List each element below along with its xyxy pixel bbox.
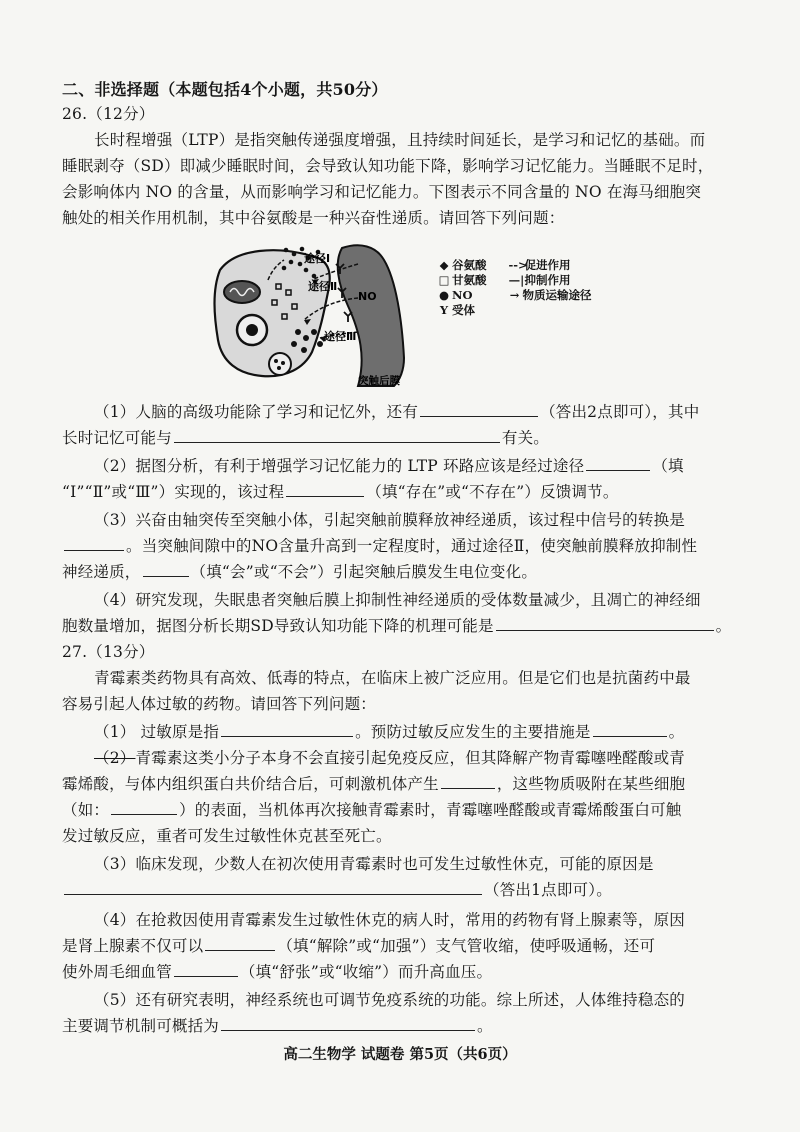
answer-blank[interactable] xyxy=(586,456,650,471)
q26-2-text: （填“存在”或“不存在”）反馈调节。 xyxy=(366,483,619,501)
q27-5-text: （5）还有研究表明，神经系统也可调节免疫系统的功能。综上所述，人体维持稳态的 xyxy=(94,991,685,1009)
q26-1-text: （1）人脑的高级功能除了学习和记忆外，还有 xyxy=(94,403,419,421)
legend-glutamate: 谷氨酸 xyxy=(452,258,487,272)
q27-4-text: （填“舒张”或“收缩”）而升高血压。 xyxy=(239,963,493,981)
legend-transport: 物质运输途径 xyxy=(522,288,592,302)
q26-4-text: （4）研究发现，失眠患者突触后膜上抑制性神经递质的受体数量减少，且凋亡的神经细 xyxy=(94,591,701,609)
q26-intro-line: 触处的相关作用机制，其中谷氨酸是一种兴奋性递质。请回答下列问题： xyxy=(62,209,565,227)
q27-2-text: （如： xyxy=(62,801,110,819)
answer-blank[interactable] xyxy=(111,800,177,815)
q26-3-text: 神经递质， xyxy=(62,563,141,581)
path2-label: 途径Ⅱ xyxy=(308,280,338,293)
q27-2-text: 发过敏反应，重者可发生过敏性休克甚至死亡。 xyxy=(62,827,392,845)
answer-blank[interactable] xyxy=(205,936,275,951)
legend-no: NO xyxy=(452,288,473,302)
q27-3-text: （答出1点即可）。 xyxy=(484,881,612,899)
q26-2-text: “Ⅰ”“Ⅱ”或“Ⅲ”）实现的，该过程 xyxy=(62,483,285,501)
q26-intro-line: 睡眠剥夺（SD）即减少睡眠时间，会导致认知功能下降，影响学习记忆能力。当睡眠不足时， xyxy=(62,157,714,175)
no-label: NO xyxy=(358,290,377,303)
answer-blank[interactable] xyxy=(143,562,189,577)
membrane-label: 突触后膜 xyxy=(358,375,400,387)
q26-4-text: 。 xyxy=(715,617,732,635)
q27-1-text: 。预防过敏反应发生的主要措施是 xyxy=(355,723,591,741)
legend-glycine: 甘氨酸 xyxy=(452,273,487,287)
q26-4-text: 胞数量增加，据图分析长期SD导致认知功能下降的机理可能是 xyxy=(62,617,494,635)
promote-arrow-icon: --> xyxy=(508,258,528,272)
q27-2-number: （2） xyxy=(94,749,136,767)
answer-blank[interactable] xyxy=(221,722,353,737)
q27-2-text: 霉烯酸，与体内组织蛋白共价结合后，可刺激机体产生 xyxy=(62,775,439,793)
answer-blank[interactable] xyxy=(64,880,482,895)
q27-3-text: （3）临床发现，少数人在初次使用青霉素时也可发生过敏性休克，可能的原因是 xyxy=(94,855,654,873)
synapse-diagram xyxy=(208,240,430,388)
answer-blank[interactable] xyxy=(286,482,364,497)
q27-2-text: ）的表面，当机体再次接触青霉素时，青霉噻唑醛酸或青霉烯酸蛋白可触 xyxy=(179,801,682,819)
q27-2-text: ，这些物质吸附在某些细胞 xyxy=(496,775,686,793)
no-icon: ● xyxy=(438,288,450,302)
q27-4-text: （填“解除”或“加强”）支气管收缩，使呼吸通畅，还可 xyxy=(277,937,656,955)
q27-4-text: （4）在抢救因使用青霉素发生过敏性休克的病人时，常用的药物有肾上腺素等，原因 xyxy=(94,911,685,929)
answer-blank[interactable] xyxy=(174,962,238,977)
mitochondrion-icon xyxy=(224,281,260,303)
page-footer: 高二生物学 试题卷 第5页（共6页） xyxy=(283,1046,517,1063)
glycine-icon: □ xyxy=(438,273,450,287)
answer-blank[interactable] xyxy=(221,1016,475,1031)
q26-2-text: （2）据图分析，有利于增强学习记忆能力的 LTP 环路应该是经过途径 xyxy=(94,457,585,475)
legend-inhibit: 抑制作用 xyxy=(524,273,571,287)
q27-1-text: （1） 过敏原是指 xyxy=(94,723,220,741)
q26-1-text: 长时记忆可能与 xyxy=(62,429,172,447)
q27-4-text: 使外周毛细血管 xyxy=(62,963,172,981)
path3-label: 途径Ⅲ xyxy=(324,330,357,343)
inhibit-arrow-icon: —| xyxy=(508,273,525,287)
legend-promote: 促进作用 xyxy=(524,258,571,272)
q26-header: 26.（12分） xyxy=(62,105,155,123)
receptor-icon: Y xyxy=(439,303,449,317)
q26-intro-line: 会影响体内 NO 的含量，从而影响学习和记忆能力。下图表示不同含量的 NO 在海马细胞突 xyxy=(62,183,702,201)
answer-blank[interactable] xyxy=(593,722,667,737)
glutamate-icon: ◆ xyxy=(439,258,449,272)
q26-3-text: 。当突触间隙中的NO含量升高到一定程度时，通过途径Ⅱ，使突触前膜释放抑制性 xyxy=(126,537,698,555)
q26-3-text: （3）兴奋由轴突传至突触小体，引起突触前膜释放神经递质，该过程中信号的转换是 xyxy=(94,511,685,529)
q27-2-text: 青霉素这类小分子本身不会直接引起免疫反应，但其降解产物青霉噻唑醛酸或青 xyxy=(135,749,685,767)
transport-arrow-icon: → xyxy=(509,288,520,302)
q27-header: 27.（13分） xyxy=(62,643,155,661)
answer-blank[interactable] xyxy=(420,402,538,417)
answer-blank[interactable] xyxy=(496,616,714,631)
vesicle-icon xyxy=(269,353,291,375)
answer-blank[interactable] xyxy=(441,774,495,789)
q27-intro-line: 容易引起人体过敏的药物。请回答下列问题： xyxy=(62,695,377,713)
answer-blank[interactable] xyxy=(64,536,124,551)
figure-legend xyxy=(436,258,592,318)
q26-3-text: （填“会”或“不会”）引起突触后膜发生电位变化。 xyxy=(190,563,538,581)
q26-1-text: 有关。 xyxy=(501,429,550,447)
q27-4-text: 是肾上腺素不仅可以 xyxy=(62,937,204,955)
section-title: 二、非选择题（本题包括4个小题，共50分） xyxy=(62,80,388,99)
q26-2-text: （填 xyxy=(652,457,684,475)
q27-intro-line: 青霉素类药物具有高效、低毒的特点，在临床上被广泛应用。但是它们也是抗菌药中最 xyxy=(94,669,691,687)
q27-1-text: 。 xyxy=(668,723,685,741)
path1-label: 途径Ⅰ xyxy=(304,252,331,265)
q26-1-text: （答出2点即可），其中 xyxy=(540,403,700,421)
q27-5-text: 。 xyxy=(477,1017,493,1035)
q26-intro-line: 长时程增强（LTP）是指突触传递强度增强，且持续时间延长，是学习和记忆的基础。而 xyxy=(94,131,706,149)
q27-5-text: 主要调节机制可概括为 xyxy=(62,1017,220,1035)
answer-blank[interactable] xyxy=(174,428,500,443)
legend-receptor: 受体 xyxy=(452,303,475,317)
